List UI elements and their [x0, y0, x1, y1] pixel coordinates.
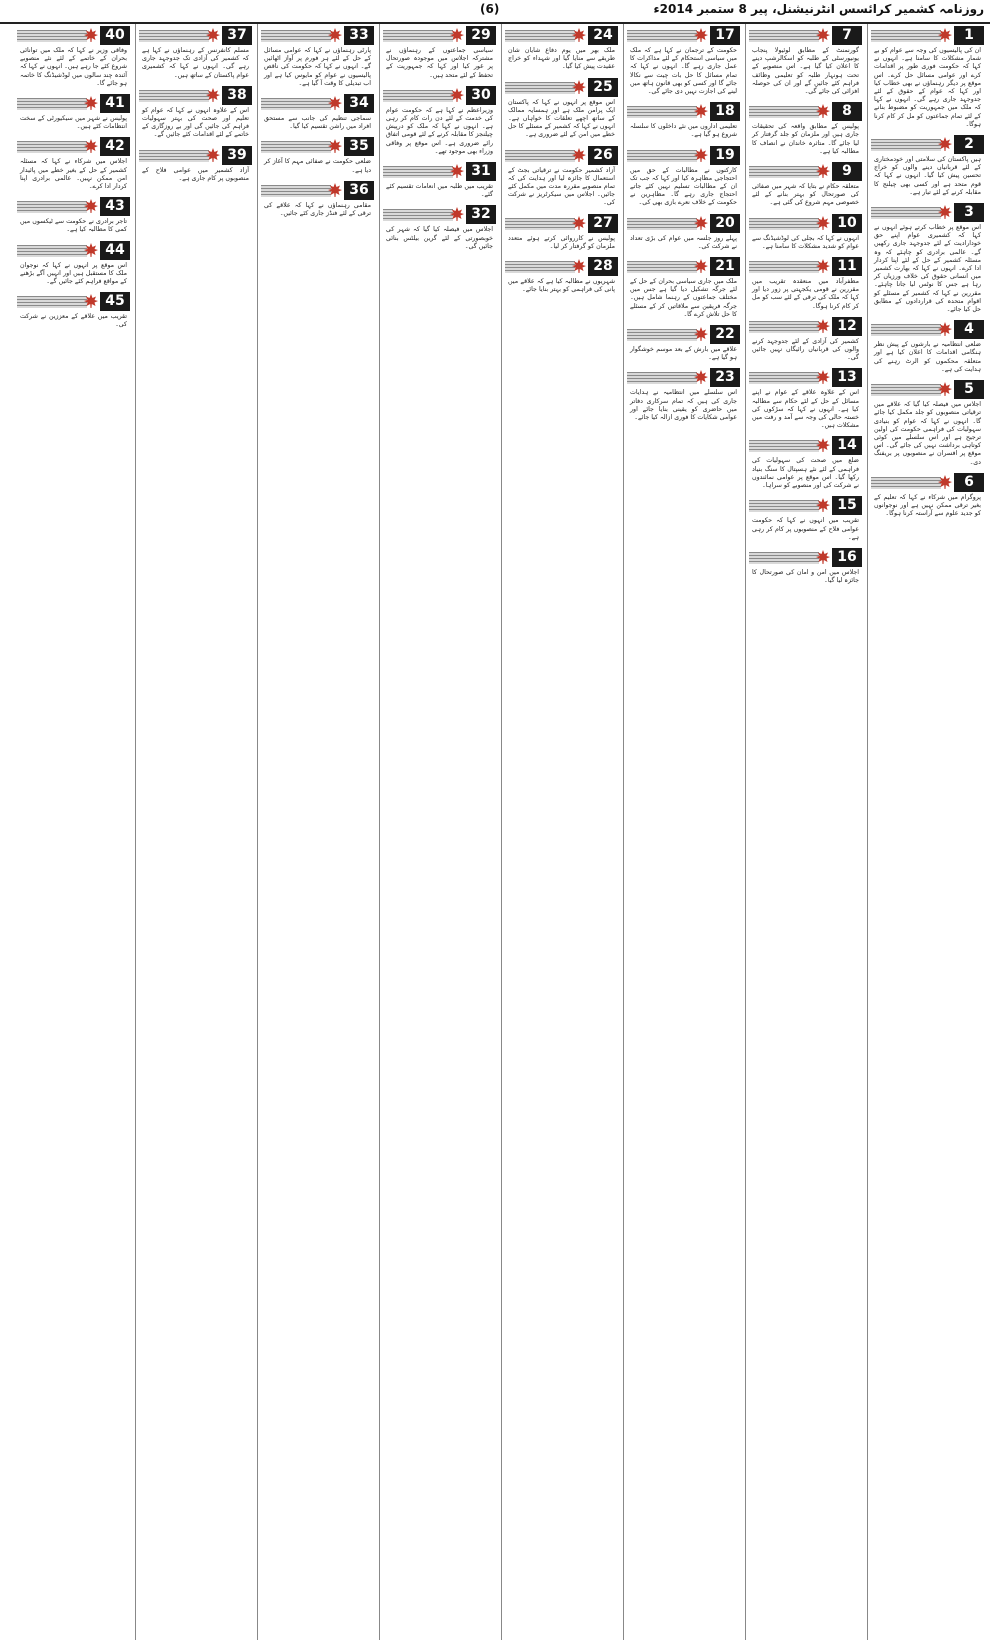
story-header-bar: [17, 141, 87, 153]
story-body: اس موقع پر خطاب کرتے ہوئے انہوں نے کہا کہ کشمیری عوام اپنے حق خودارادیت کے لئے جدوجہد جاری رکھیں گے۔ عالمی برادری کو چاہئے کہ وہ مسئلہ کشمیر کے حل کے لئے اپنا کردار ادا کرے۔ انہوں نے کہا کہ بھارت کشمیر میں انسانی حقوق کی خلاف ورزیاں کر رہا ہے جس کا نوٹس لیا جانا چاہئے۔ مقررین نے کہا کہ کشمیر کے مسئلے کو اقوام متحدہ کی قراردادوں کے مطابق حل کیا جائے۔: [874, 224, 981, 314]
story-header: [627, 24, 740, 46]
news-story: [749, 546, 862, 587]
story-body: ملک بھر میں یوم دفاع شایان شان طریقے سے منایا گیا اور شہداء کو خراج عقیدت پیش کیا گیا۔: [508, 47, 615, 71]
story-number: 22: [710, 325, 740, 344]
story-number: 39: [222, 146, 252, 165]
story-header: [871, 24, 984, 46]
story-number: 7: [832, 26, 862, 45]
story-body: علاقے میں بارش کے بعد موسم خوشگوار ہو گیا ہے۔: [630, 346, 737, 362]
maple-leaf-icon: [205, 147, 221, 163]
news-story: [139, 144, 252, 185]
story-body: انہوں نے کہا کہ بجلی کی لوڈشیڈنگ سے عوام کو شدید مشکلات کا سامنا ہے۔: [752, 234, 859, 250]
news-story: [505, 144, 618, 210]
story-header: [871, 201, 984, 223]
story-header-bar: [139, 90, 209, 102]
story-number: 4: [954, 320, 984, 339]
maple-leaf-icon: [693, 103, 709, 119]
maple-leaf-icon: [571, 27, 587, 43]
news-story: [17, 290, 130, 331]
story-header: [749, 315, 862, 337]
story-header: [749, 255, 862, 277]
maple-leaf-icon: [693, 27, 709, 43]
story-body: کشمیر کی آزادی کے لئے جدوجہد کرنے والوں کی قربانیاں رائیگاں نہیں جائیں گی۔: [752, 337, 859, 362]
maple-leaf-icon: [83, 242, 99, 258]
story-body: حکومت کے ترجمان نے کہا ہے کہ ملک میں سیاسی استحکام کے لئے مذاکرات کا عمل جاری رہے گا۔ انہوں نے کہا کہ تمام مسائل کا حل بات چیت سے نکالا جائے گا اور کسی کو بھی قانون ہاتھ میں لینے کی اجازت نہیں دی جائے گی۔: [630, 47, 737, 96]
story-header-bar: [261, 141, 331, 153]
news-story: [383, 84, 496, 158]
story-header: [505, 212, 618, 234]
story-body: تعلیمی اداروں میں نئے داخلوں کا سلسلہ شروع ہو گیا ہے۔: [630, 123, 737, 139]
news-story: [749, 494, 862, 544]
story-header-bar: [139, 30, 209, 42]
story-header-bar: [505, 218, 575, 230]
story-header-bar: [17, 296, 87, 308]
maple-leaf-icon: [937, 204, 953, 220]
story-header: [383, 160, 496, 182]
story-body: تقریب میں طلبہ میں انعامات تقسیم کئے گئے۔: [386, 183, 493, 199]
story-body: اجلاس میں امن و امان کی صورتحال کا جائزہ لیا گیا۔: [752, 568, 859, 585]
story-header: [505, 255, 618, 277]
news-story: [627, 323, 740, 364]
news-story: [749, 366, 862, 432]
story-header-bar: [505, 82, 575, 94]
maple-leaf-icon: [815, 163, 831, 179]
story-body: ضلعی حکومت نے صفائی مہم کا آغاز کر دیا ہے۔: [264, 158, 371, 174]
news-story: [17, 24, 130, 90]
story-body: کارکنوں نے مطالبات کے حق میں احتجاجی مظاہرہ کیا اور کہا کہ جب تک ان کے مطالبات تسلیم نہیں کئے جاتے احتجاج جاری رہے گا۔ مظاہرین نے حکومت کے خلاف نعرے بازی بھی کی۔: [630, 166, 737, 207]
story-header-bar: [17, 30, 87, 42]
story-number: 33: [344, 26, 374, 45]
news-story: [261, 179, 374, 220]
story-header: [871, 378, 984, 400]
story-number: 19: [710, 146, 740, 165]
news-story: [17, 92, 130, 133]
story-header: [261, 24, 374, 46]
column-rule: [257, 24, 258, 1640]
maple-leaf-icon: [937, 321, 953, 337]
story-header-bar: [383, 209, 453, 221]
maple-leaf-icon: [205, 87, 221, 103]
story-body: وفاقی وزیر نے کہا کہ ملک میں توانائی بحران کے خاتمے کے لئے نئے منصوبے شروع کئے جا رہے ہیں۔ انہوں نے کہا کہ آئندہ چند سالوں میں لوڈشیڈنگ کا خاتمہ ہو جائے گا۔: [20, 47, 127, 87]
story-header-bar: [871, 30, 941, 42]
story-body: اس کے علاوہ علاقے کے عوام نے اپنے مسائل کے حل کے لئے حکام سے مطالبہ کیا ہے۔ انہوں نے کہا کہ سڑکوں کی خستہ حالی کی وجہ سے آمد و رفت میں مشکلات ہیں۔: [752, 389, 859, 430]
story-number: 28: [588, 257, 618, 276]
story-number: 12: [832, 317, 862, 336]
story-number: 31: [466, 162, 496, 181]
story-header-bar: [627, 30, 697, 42]
column-rule: [135, 24, 136, 1640]
news-story: [627, 144, 740, 210]
maple-leaf-icon: [693, 258, 709, 274]
story-number: 44: [100, 241, 130, 260]
story-header: [505, 76, 618, 98]
story-body: پولیس نے شہر میں سیکیورٹی کے سخت انتظامات کئے ہیں۔: [20, 115, 127, 131]
story-body: پولیس نے کارروائی کرتے ہوئے متعدد ملزمان کو گرفتار کر لیا۔: [508, 234, 615, 250]
story-header-bar: [871, 477, 941, 489]
story-header-bar: [17, 98, 87, 110]
news-column: [17, 24, 130, 1640]
column-rule: [623, 24, 624, 1640]
story-number: 2: [954, 135, 984, 154]
news-story: [749, 255, 862, 313]
story-number: 20: [710, 214, 740, 233]
news-story: [139, 84, 252, 142]
story-header-bar: [749, 218, 819, 230]
column-rule: [501, 24, 502, 1640]
news-story: [871, 318, 984, 376]
maple-leaf-icon: [449, 163, 465, 179]
maple-leaf-icon: [205, 27, 221, 43]
story-body: شہریوں نے مطالبہ کیا ہے کہ علاقے میں پانی کی فراہمی کو بہتر بنایا جائے۔: [508, 278, 615, 294]
story-body: پولیس کے مطابق واقعہ کی تحقیقات جاری ہیں اور ملزمان کو جلد گرفتار کر لیا جائے گا۔ متاثرہ خاندان نے انصاف کا مطالبہ کیا ہے۔: [752, 123, 859, 155]
news-story: [261, 135, 374, 176]
story-header: [749, 100, 862, 122]
maple-leaf-icon: [83, 293, 99, 309]
news-story: [749, 100, 862, 158]
story-header: [627, 212, 740, 234]
story-header-bar: [383, 30, 453, 42]
story-body: سماجی تنظیم کی جانب سے مستحق افراد میں راشن تقسیم کیا گیا۔: [264, 115, 371, 131]
story-body: ملک میں جاری سیاسی بحران کے حل کے لئے جرگہ تشکیل دیا گیا ہے جس میں مختلف جماعتوں کے رہنما شامل ہیں۔ جرگہ فریقین سے ملاقاتیں کر کے مسئلے کا حل تلاش کرے گا۔: [630, 278, 737, 318]
story-header: [627, 366, 740, 388]
news-story: [627, 100, 740, 141]
story-body: گورنمنٹ کے مطابق لوئیولا پنجاب یونیورسٹی کے طلبہ کو اسکالرشپ دینے کا اعلان کیا گیا ہے۔ اس منصوبے کے تحت ہونہار طلبہ کو تعلیمی وظائف فراہم کئے جائیں گے اور ان کی حوصلہ افزائی کی جائے گی۔: [752, 47, 859, 96]
story-header: [627, 323, 740, 345]
story-number: 6: [954, 473, 984, 492]
news-story: [17, 135, 130, 193]
story-number: 10: [832, 214, 862, 233]
maple-leaf-icon: [693, 326, 709, 342]
news-column: [139, 24, 252, 1640]
story-number: 43: [100, 197, 130, 216]
story-number: 18: [710, 102, 740, 121]
story-header: [17, 290, 130, 312]
story-body: اس کے علاوہ انہوں نے کہا کہ عوام کو تعلیم اور صحت کی بہتر سہولیات فراہم کی جائیں گی اور بے روزگاری کے خاتمے کے لئے اقدامات کئے جائیں گے۔: [142, 106, 249, 139]
story-header: [383, 24, 496, 46]
story-number: 25: [588, 78, 618, 97]
story-number: 45: [100, 292, 130, 311]
story-body: پروگرام میں شرکاء نے کہا کہ تعلیم کے بغیر ترقی ممکن نہیں ہے اور نوجوانوں کو جدید علوم سے آراستہ کرنا ہوگا۔: [874, 493, 981, 518]
story-header-bar: [383, 166, 453, 178]
maple-leaf-icon: [571, 147, 587, 163]
maple-leaf-icon: [815, 369, 831, 385]
maple-leaf-icon: [815, 27, 831, 43]
maple-leaf-icon: [571, 258, 587, 274]
story-body: مقامی رہنماؤں نے کہا کہ علاقے کی ترقی کے لئے فنڈز جاری کئے جائیں۔: [264, 201, 371, 218]
news-story: [383, 160, 496, 201]
story-header: [871, 318, 984, 340]
news-story: [17, 239, 130, 289]
story-body: اجلاس میں شرکاء نے کہا کہ مسئلہ کشمیر کے حل کے بغیر خطے میں پائیدار امن ممکن نہیں۔ عالمی برادری اپنا کردار ادا کرے۔: [20, 158, 127, 191]
story-header-bar: [749, 440, 819, 452]
story-header: [261, 92, 374, 114]
story-header-bar: [871, 324, 941, 336]
story-header-bar: [627, 329, 697, 341]
news-story: [383, 203, 496, 253]
news-story: [871, 133, 984, 199]
maple-leaf-icon: [83, 95, 99, 111]
story-header: [261, 179, 374, 201]
story-header: [749, 212, 862, 234]
maple-leaf-icon: [327, 138, 343, 154]
story-header: [871, 133, 984, 155]
maple-leaf-icon: [83, 27, 99, 43]
news-story: [627, 366, 740, 424]
story-header: [749, 160, 862, 182]
news-story: [749, 160, 862, 210]
story-body: اس موقع پر انہوں نے کہا کہ نوجوان ملک کا مستقبل ہیں اور انہیں آگے بڑھنے کے مواقع فراہم کئے جائیں گے۔: [20, 261, 127, 286]
story-header: [627, 144, 740, 166]
masthead-date: روزنامہ کشمیر کرائسس انٹرنیشنل، پیر 8 ستمبر 2014ء: [653, 2, 984, 16]
story-number: 32: [466, 205, 496, 224]
story-body: ان کی پالیسیوں کی وجہ سے عوام کو بے شمار مشکلات کا سامنا ہے۔ انہوں نے کہا کہ حکومت فوری طور پر اقدامات کرے اور عوامی مسائل حل کرے۔ اس موقع پر دیگر رہنماؤں نے بھی خطاب کیا اور کہا کہ عوام کے حقوق کے لئے جدوجہد جاری رہے گی۔ انہوں نے کہا کہ ملک میں جمہوریت کو مضبوط بنانے کے لئے تمام جماعتوں کو مل کر کام کرنا ہوگا۔: [874, 47, 981, 128]
story-header-bar: [505, 30, 575, 42]
story-number: 24: [588, 26, 618, 45]
story-header-bar: [627, 261, 697, 273]
story-header-bar: [627, 106, 697, 118]
story-number: 5: [954, 380, 984, 399]
news-story: [627, 24, 740, 98]
story-body: اجلاس میں فیصلہ کیا گیا کہ علاقے میں ترقیاتی منصوبوں کو جلد مکمل کیا جائے گا۔ انہوں نے کہا کہ عوام کو بنیادی سہولیات کی فراہمی حکومت کی اولین ترجیح ہے اور اس سلسلے میں کوئی کوتاہی برداشت نہیں کی جائے گی۔ اس موقع پر افسران نے منصوبوں پر بریفنگ دی۔: [874, 401, 981, 466]
story-header-bar: [749, 321, 819, 333]
maple-leaf-icon: [815, 437, 831, 453]
story-header: [17, 135, 130, 157]
story-header-bar: [383, 90, 453, 102]
story-number: 26: [588, 146, 618, 165]
story-header-bar: [505, 150, 575, 162]
maple-leaf-icon: [449, 206, 465, 222]
story-header: [139, 24, 252, 46]
news-story: [871, 378, 984, 469]
story-number: 16: [832, 548, 862, 567]
news-story: [505, 24, 618, 74]
news-story: [749, 434, 862, 492]
maple-leaf-icon: [937, 27, 953, 43]
news-story: [505, 255, 618, 296]
story-body: سیاسی جماعتوں کے رہنماؤں نے مشترکہ اجلاس میں موجودہ صورتحال پر غور کیا اور کہا کہ جمہوریت کے تحفظ کے لئے متحد ہیں۔: [386, 47, 493, 79]
news-story: [383, 24, 496, 82]
story-header-bar: [749, 30, 819, 42]
story-header-bar: [749, 106, 819, 118]
story-header: [627, 100, 740, 122]
story-header: [749, 434, 862, 456]
news-column: [627, 24, 740, 1640]
maple-leaf-icon: [571, 215, 587, 231]
column-rule: [745, 24, 746, 1640]
maple-leaf-icon: [693, 147, 709, 163]
story-body: پہلے روز جلسہ میں عوام کی بڑی تعداد نے شرکت کی۔: [630, 234, 737, 250]
story-header: [627, 255, 740, 277]
maple-leaf-icon: [937, 136, 953, 152]
page-number: (6): [480, 2, 500, 16]
maple-leaf-icon: [937, 474, 953, 490]
story-body: اس موقع پر انہوں نے کہا کہ پاکستان ایک پرامن ملک ہے اور ہمسایہ ممالک کے ساتھ اچھے تعلقات کا خواہاں ہے۔ انہوں نے کہا کہ کشمیر کے مسئلے کا حل خطے میں امن کے لئے ضروری ہے۔: [508, 98, 615, 139]
story-body: متعلقہ حکام نے بتایا کہ شہر میں صفائی کی صورتحال کو بہتر بنانے کے لئے خصوصی مہم شروع کی گئی ہے۔: [752, 183, 859, 207]
news-story: [261, 92, 374, 133]
story-header: [17, 24, 130, 46]
story-number: 30: [466, 86, 496, 105]
maple-leaf-icon: [815, 318, 831, 334]
story-header-bar: [17, 201, 87, 213]
story-number: 35: [344, 137, 374, 156]
story-header-bar: [749, 552, 819, 564]
column-rule: [867, 24, 868, 1640]
story-body: اس سلسلے میں انتظامیہ نے ہدایات جاری کی ہیں کہ تمام سرکاری دفاتر میں حاضری کو یقینی بنایا جائے اور عوامی شکایات کا فوری ازالہ کیا جائے۔: [630, 389, 737, 422]
maple-leaf-icon: [327, 182, 343, 198]
story-body: تاجر برادری نے حکومت سے ٹیکسوں میں کمی کا مطالبہ کیا ہے۔: [20, 218, 127, 234]
story-number: 15: [832, 496, 862, 515]
story-number: 37: [222, 26, 252, 45]
story-header-bar: [261, 30, 331, 42]
story-header-bar: [749, 500, 819, 512]
news-story: [627, 255, 740, 321]
story-number: 17: [710, 26, 740, 45]
story-body: تقریب میں انہوں نے کہا کہ حکومت عوامی فلاح کے منصوبوں پر کام کر رہی ہے۔: [752, 517, 859, 541]
news-story: [871, 201, 984, 316]
news-story: [871, 471, 984, 521]
news-column: [261, 24, 374, 1640]
story-body: ہیں پاکستان کی سلامتی اور خودمختاری کے لئے قربانیاں دینے والوں کو خراج تحسین پیش کیا گیا۔ انہوں نے کہا کہ قوم متحد ہے اور کسی بھی چیلنج کا مقابلہ کرنے کے لئے تیار ہے۔: [874, 156, 981, 196]
maple-leaf-icon: [449, 87, 465, 103]
story-body: آزاد کشمیر میں عوامی فلاح کے منصوبوں پر کام جاری ہے۔: [142, 166, 249, 182]
news-story: [749, 315, 862, 365]
story-body: ضلع میں صحت کی سہولیات کی فراہمی کے لئے نئے ہسپتال کا سنگ بنیاد رکھا گیا۔ اس موقع پر عوامی نمائندوں نے شرکت کی اور منصوبے کو سراہا۔: [752, 457, 859, 490]
story-header-bar: [749, 372, 819, 384]
story-header: [383, 84, 496, 106]
story-number: 9: [832, 162, 862, 181]
story-number: 11: [832, 257, 862, 276]
story-header: [749, 366, 862, 388]
maple-leaf-icon: [693, 215, 709, 231]
story-header-bar: [505, 261, 575, 273]
story-header: [749, 494, 862, 516]
story-header: [505, 144, 618, 166]
story-header: [383, 203, 496, 225]
story-header-bar: [749, 261, 819, 273]
story-number: 40: [100, 26, 130, 45]
story-header-bar: [139, 150, 209, 162]
story-header: [505, 24, 618, 46]
column-rule: [379, 24, 380, 1640]
story-number: 29: [466, 26, 496, 45]
news-story: [749, 212, 862, 253]
story-number: 42: [100, 137, 130, 156]
story-body: آزاد کشمیر حکومت نے ترقیاتی بجٹ کے استعمال کا جائزہ لیا اور ہدایت کی کہ تمام منصوبے مقررہ مدت میں مکمل کئے جائیں۔ اجلاس میں سیکرٹریز نے شرکت کی۔: [508, 166, 615, 207]
maple-leaf-icon: [693, 369, 709, 385]
story-header: [749, 24, 862, 46]
story-number: 23: [710, 368, 740, 387]
story-body: مظفرآباد میں منعقدہ تقریب میں مقررین نے قومی یکجہتی پر زور دیا اور کہا کہ ملک کی ترقی کے لئے سب کو مل کر کام کرنا ہوگا۔: [752, 278, 859, 310]
story-body: اجلاس میں فیصلہ کیا گیا کہ شہر کی خوبصورتی کے لئے گرین بیلٹس بنائی جائیں گی۔: [386, 226, 493, 250]
maple-leaf-icon: [815, 215, 831, 231]
story-number: 3: [954, 203, 984, 222]
maple-leaf-icon: [815, 258, 831, 274]
maple-leaf-icon: [327, 95, 343, 111]
story-header: [139, 144, 252, 166]
masthead: [0, 0, 990, 24]
news-story: [505, 212, 618, 253]
story-header: [17, 195, 130, 217]
story-number: 27: [588, 214, 618, 233]
story-header: [17, 92, 130, 114]
story-header-bar: [871, 139, 941, 151]
story-header-bar: [871, 207, 941, 219]
story-header-bar: [627, 150, 697, 162]
maple-leaf-icon: [571, 79, 587, 95]
news-story: [17, 195, 130, 236]
story-number: 36: [344, 181, 374, 200]
story-header-bar: [871, 384, 941, 396]
maple-leaf-icon: [815, 549, 831, 565]
news-story: [749, 24, 862, 98]
story-header: [139, 84, 252, 106]
story-header-bar: [261, 185, 331, 197]
maple-leaf-icon: [327, 27, 343, 43]
maple-leaf-icon: [815, 497, 831, 513]
maple-leaf-icon: [449, 27, 465, 43]
news-column: [505, 24, 618, 1640]
story-body: مسلم کانفرنس کے رہنماؤں نے کہا ہے کہ کشمیر کی آزادی تک جدوجہد جاری رہے گی۔ انہوں نے کہا کہ کشمیری عوام پاکستان کے ساتھ ہیں۔: [142, 47, 249, 79]
story-header: [261, 135, 374, 157]
story-header-bar: [261, 98, 331, 110]
news-story: [505, 76, 618, 142]
story-number: 34: [344, 94, 374, 113]
maple-leaf-icon: [83, 198, 99, 214]
story-number: 1: [954, 26, 984, 45]
story-number: 14: [832, 436, 862, 455]
story-body: تقریب میں علاقے کے معززین نے شرکت کی۔: [20, 313, 127, 329]
maple-leaf-icon: [937, 381, 953, 397]
maple-leaf-icon: [815, 103, 831, 119]
news-column: [749, 24, 862, 1640]
story-number: 8: [832, 102, 862, 121]
story-number: 38: [222, 86, 252, 105]
story-header: [871, 471, 984, 493]
story-header: [749, 546, 862, 568]
story-header: [17, 239, 130, 261]
news-story: [139, 24, 252, 82]
story-number: 13: [832, 368, 862, 387]
news-story: [871, 24, 984, 131]
news-column: [871, 24, 984, 1640]
story-body: ضلعی انتظامیہ نے بارشوں کے پیش نظر ہنگامی اقدامات کا اعلان کیا ہے اور متعلقہ محکموں کو الرٹ رہنے کی ہدایت کی ہے۔: [874, 341, 981, 373]
story-number: 41: [100, 94, 130, 113]
news-story: [261, 24, 374, 90]
story-header-bar: [17, 245, 87, 257]
story-header-bar: [749, 166, 819, 178]
story-body: پارٹی رہنماؤں نے کہا کہ عوامی مسائل کے حل کے لئے ہر فورم پر آواز اٹھائیں گے۔ انہوں نے کہا کہ حکومت کی ناقص پالیسیوں نے عوام کو مایوس کیا ہے اور اب تبدیلی کا وقت آ گیا ہے۔: [264, 47, 371, 87]
story-body: وزیراعظم نے کہا ہے کہ حکومت عوام کی خدمت کے لئے دن رات کام کر رہی ہے۔ انہوں نے کہا کہ ملک کو درپیش چیلنجز کا مقابلہ کرنے کے لئے قومی اتفاق رائے ضروری ہے۔ اس موقع پر وفاقی وزراء بھی موجود تھے۔: [386, 106, 493, 155]
maple-leaf-icon: [83, 138, 99, 154]
story-header-bar: [627, 218, 697, 230]
story-header-bar: [627, 372, 697, 384]
news-column: [383, 24, 496, 1640]
story-number: 21: [710, 257, 740, 276]
news-story: [627, 212, 740, 253]
